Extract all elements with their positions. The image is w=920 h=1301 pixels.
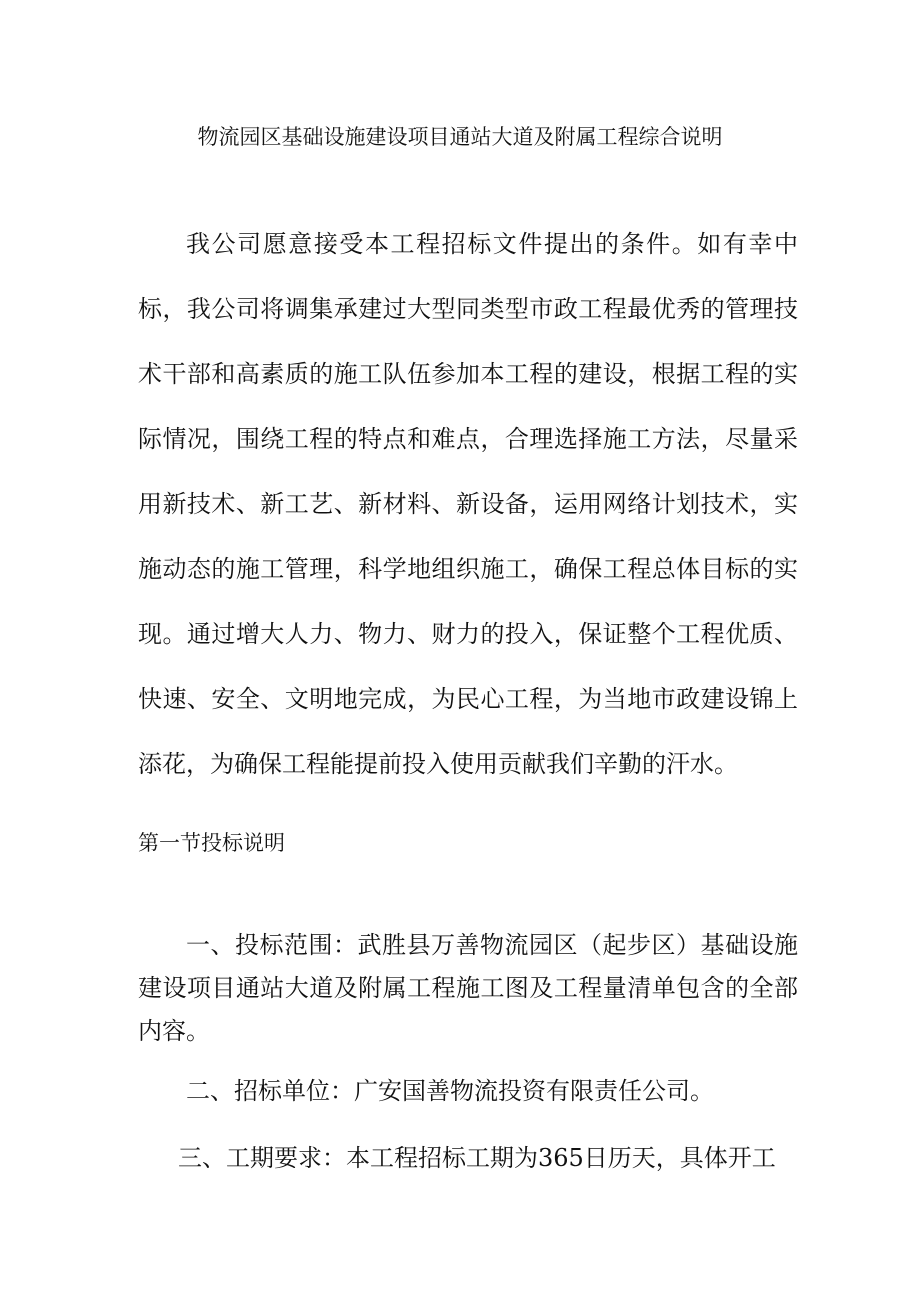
document-title: 物流园区基础设施建设项目通站大道及附属工程综合说明 [197,125,723,149]
intro-paragraph: 我公司愿意接受本工程招标文件提出的条件。如有幸中标，我公司将调集承建过大型同类型市政工程最优秀的管理技术干部和高素质的施工队伍参加本工程的建设，根据工程的实际情况，围绕工程的特点和难点，合理选择施工方法，尽量采用新技术、新工艺、新材料、新设备，运用网络计划技术，实施动态的施工管理，科学地组织施工，确保工程总体目标的实现。通过增大人力、物力、财力的投入，保证整个工程优质、快速、安全、文明地完成，为民心工程，为当地市政建设锦上添花，为确保工程能提前投入使用贡献我们辛勤的汗水。 [138,230,798,778]
construction-period-paragraph: 三、工期要求：本工程招标工期为365日历天，具体开工 [178,1144,776,1172]
bid-scope-paragraph: 一、投标范围：武胜县万善物流园区（起步区）基础设施建设项目通站大道及附属工程施工图及工程量清单包含的全部内容。 [138,931,798,1045]
tender-unit-paragraph: 二、招标单位：广安国善物流投资有限责任公司。 [186,1077,714,1105]
section-heading: 第一节投标说明 [138,831,285,855]
